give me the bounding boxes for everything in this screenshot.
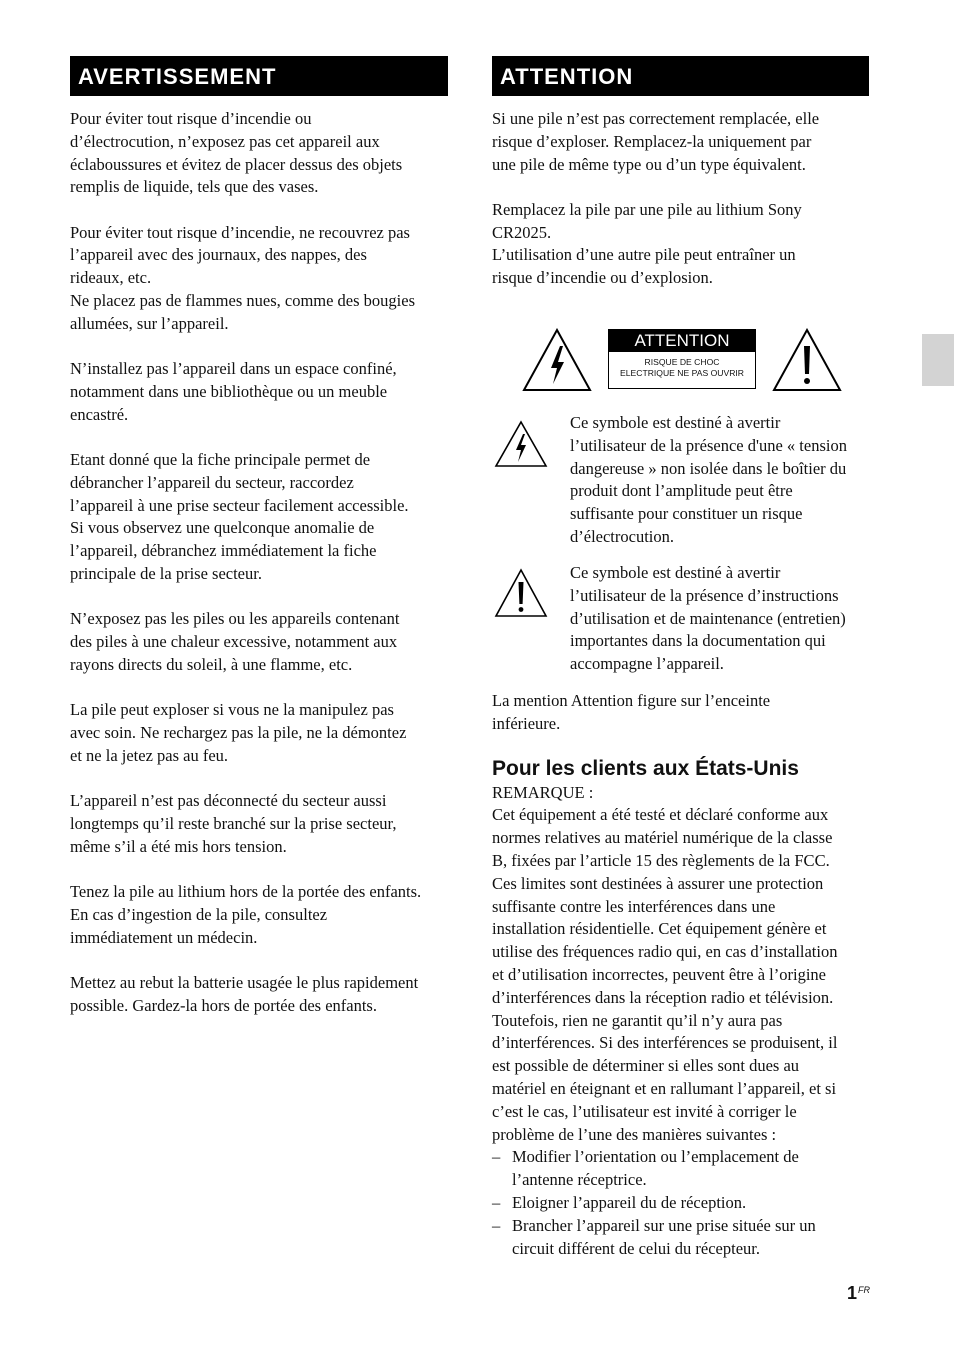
exclamation-triangle-icon bbox=[772, 328, 842, 392]
lightning-triangle-icon bbox=[494, 420, 548, 468]
list-item bbox=[492, 1215, 869, 1261]
exclamation-triangle-icon bbox=[494, 568, 548, 618]
section-tab-marker bbox=[922, 334, 954, 386]
list-item-text: Brancher l’appareil sur une prise située sur un circuit différent de celui du récepteur. bbox=[512, 1215, 816, 1258]
attention-label bbox=[608, 329, 756, 389]
left-paragraph-8: Tenez la pile au lithium hors de la portée des enfants. En cas d’ingestion de la pile, consultez immédiatement un médecin. bbox=[70, 882, 422, 947]
left-paragraph-5: N’exposez pas les piles ou les appareils contenant des piles à une chaleur excessive, notamment aux rayons directs du soleil, à une flamme, etc. bbox=[70, 609, 400, 674]
list-item bbox=[492, 1146, 869, 1192]
warning-symbols-block bbox=[492, 328, 869, 402]
left-column bbox=[70, 56, 448, 1040]
us-clients-heading: Pour les clients aux États-Unis bbox=[492, 756, 799, 780]
list-item bbox=[492, 1192, 869, 1215]
battery-warning: Si une pile n’est pas correctement remplacée, elle risque d’exploser. Remplacez-la uniquement par une pile de même type ou d’un type équivalent. bbox=[492, 109, 820, 174]
avertissement-heading: AVERTISSEMENT bbox=[70, 56, 448, 96]
left-paragraph-6: La pile peut exploser si vous ne la manipulez pas avec soin. Ne rechargez pas la pile, ne la démontez et ne la jetez pas au feu. bbox=[70, 700, 407, 765]
list-dash: – bbox=[492, 1192, 501, 1212]
left-paragraph-7: L’appareil n’est pas déconnecté du secteur aussi longtemps qu’il reste branché sur la prise secteur, même s’il a été mis hors tension. bbox=[70, 791, 397, 856]
fcc-notice: REMARQUE : Cet équipement a été testé et déclaré conforme aux normes relatives au matériel numérique de la classe B, fixées par l’article 15 des règlements de la FCC. Ces limites sont destinées à assurer une protection suffisante contre les interférences dans une installation résidentielle. Cet équipement génère et utilise des fréquences radio qui, en cas d’installation et d’utilisation incorrectes, peuvent être à l’origine d’interférences dans la réception radio et télévision. Toutefois, rien ne garantit qu’il n’y aura pas d’interférences. Si des interférences se produisent, il est possible de déterminer si elles sont dues au matériel en éteignant et en rallumant l’appareil, et si c’est le cas, l’utilisateur est invité à corriger le problème de l’une des manières suivantes : bbox=[492, 782, 838, 1144]
page-number bbox=[847, 1283, 870, 1304]
attention-mention: La mention Attention figure sur l’enceinte inférieure. bbox=[492, 691, 771, 733]
remedy-list bbox=[492, 1146, 869, 1260]
list-item-text: Eloigner l’appareil du de réception. bbox=[512, 1192, 747, 1212]
lightning-symbol-description: Ce symbole est destiné à avertir l’utilisateur de la présence d'une « tension dangereuse » non isolée dans le boîtier du produit dont l’amplitude peut être suffisante pour constituer un risque d’électrocution. bbox=[570, 413, 847, 546]
list-dash: – bbox=[492, 1215, 501, 1235]
list-dash: – bbox=[492, 1147, 501, 1167]
left-paragraph-3: N’installez pas l’appareil dans un espace confiné, notamment dans une bibliothèque ou un meuble encastré. bbox=[70, 359, 397, 424]
page-number-value: 1 bbox=[847, 1283, 858, 1303]
left-paragraph-2: Pour éviter tout risque d’incendie, ne recouvrez pas l’appareil avec des journaux, des nappes, des rideaux, etc. Ne placez pas de flammes nues, comme des bougies allumées, sur l’appareil. bbox=[70, 222, 416, 333]
lightning-triangle-icon bbox=[522, 328, 592, 392]
exclamation-symbol-description: Ce symbole est destiné à avertir l’utilisateur de la présence d’instructions d’utilisation et de maintenance (entretien) importantes dans la documentation qui accompagne l’appareil. bbox=[570, 563, 846, 674]
left-paragraph-9: Mettez au rebut la batterie usagée le plus rapidement possible. Gardez-la hors de portée des enfants. bbox=[70, 972, 419, 1015]
left-paragraph-4: Etant donné que la fiche principale permet de débrancher l’appareil du secteur, raccordez l’appareil à une prise secteur facilement accessible. Si vous observez une quelconque anomalie de l’appareil, débranchez immédiatement la fiche principale de la prise secteur. bbox=[70, 450, 409, 584]
attention-heading: ATTENTION bbox=[492, 56, 869, 96]
attention-label-subtitle: RISQUE DE CHOC ELECTRIQUE NE PAS OUVRIR bbox=[620, 357, 744, 378]
left-paragraph-1: Pour éviter tout risque d’incendie ou d’électrocution, n’exposez pas cet appareil aux éclaboussures et évitez de placer dessus des objets remplis de liquide, tels que des vases. bbox=[70, 109, 403, 197]
page-language-suffix: FR bbox=[858, 1285, 871, 1295]
list-item-text: Modifier l’orientation ou l’emplacement de l’antenne réceptrice. bbox=[512, 1147, 799, 1190]
attention-label-title: ATTENTION bbox=[609, 330, 755, 352]
battery-replacement: Remplacez la pile par une pile au lithium Sony CR2025. L’utilisation d’une autre pile peut entraîner un risque d’incendie ou d’explosion. bbox=[492, 199, 802, 288]
right-column bbox=[492, 56, 869, 313]
right-lower-section bbox=[492, 690, 869, 1260]
